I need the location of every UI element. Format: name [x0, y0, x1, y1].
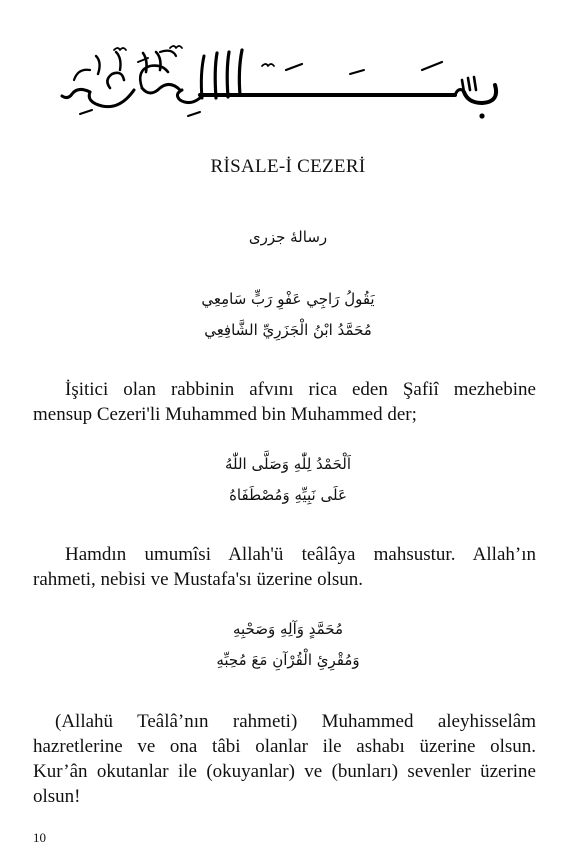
arabic-subtitle: رسالهٔ جزری [248, 228, 328, 246]
paragraph-line: İşitici olan rabbinin afvını rica eden Şafiî mezhebine [65, 379, 536, 400]
translation-paragraph [33, 709, 536, 809]
paragraph-line: mensup Cezeri'li Muhammed bin Muhammed der; [33, 404, 417, 425]
verse-line: مُحَمَّدٍ وَآلِهِ وَصَحْبِهِ [232, 620, 344, 638]
verse-line: مُحَمَّدُ ابْنُ الْجَزَرِيِّ الشَّافِعِي [204, 321, 372, 339]
verse-line: عَلَى نَبِيِّهِ وَمُصْطَفَاهُ [229, 486, 347, 504]
paragraph-line: olsun! [33, 786, 81, 807]
verse-line: اَلْحَمْدُ لِلّٰهِ وَصَلَّى اللّٰهُ [224, 455, 352, 473]
basmala-calligraphy-icon [50, 40, 506, 122]
paragraph-line: (Allahü Teâlâ’nın rahmeti) Muhammed aleyhisselâm [55, 711, 536, 732]
verse-line: وَمُقْرِئِ الْقُرْآنِ مَعَ مُحِبِّهِ [216, 651, 360, 669]
paragraph-line: Kur’ân okutanlar ile (okuyanlar) ve (bunları) sevenler üzerine [33, 761, 536, 782]
paragraph-line: rahmeti, nebisi ve Mustafa'sı üzerine olsun. [33, 569, 364, 590]
page-title: RİSALE-İ CEZERİ [210, 156, 366, 177]
paragraph-line: hazretlerine ve ona tâbi olanlar ile ashabı üzerine olsun. [33, 736, 536, 757]
translation-paragraph [33, 542, 536, 592]
verse-line: يَقُولُ رَاجِي عَفْوِ رَبٍّ سَامِعِي [201, 290, 375, 308]
paragraph-line: Hamdın umumîsi Allah'ü teâlâya mahsustur. Allah’ın [65, 544, 536, 565]
translation-paragraph [33, 377, 536, 427]
page-number: 10 [33, 830, 46, 845]
